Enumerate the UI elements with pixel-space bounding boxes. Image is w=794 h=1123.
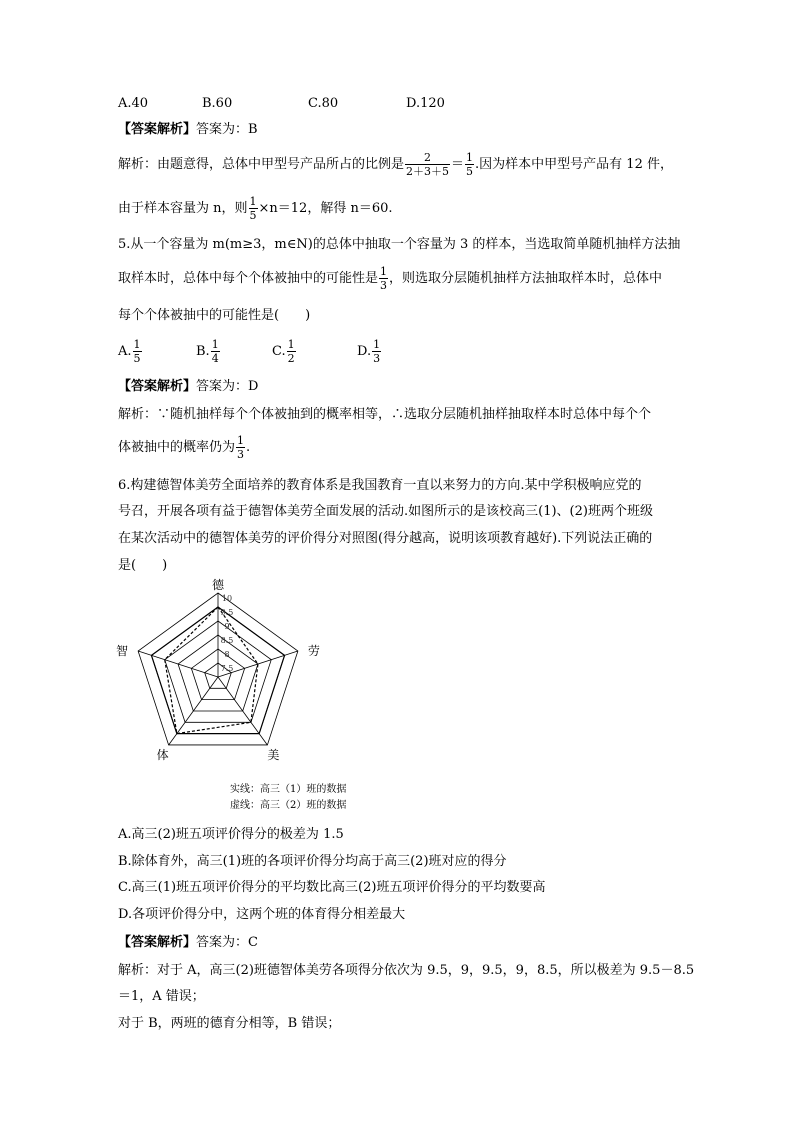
fraction [249, 195, 258, 222]
q4-analysis-line2 [118, 194, 393, 224]
answer-label: 【答案解析】 [118, 935, 197, 950]
q5-option-d [357, 337, 382, 367]
answer-label: 【答案解析】 [118, 122, 197, 137]
axis-label: 劳 [307, 644, 320, 659]
fraction [379, 265, 388, 292]
answer-text: 答案为：B [196, 122, 258, 137]
analysis-text: 由于样本容量为 n，则 [118, 201, 248, 216]
q6-stem-line4: 是( ) [118, 558, 168, 573]
q4-option-c: C.80 [308, 96, 339, 111]
radar-chart [116, 578, 347, 820]
q5-answer [118, 378, 258, 396]
fraction-denominator: 4 [211, 352, 219, 365]
fraction-numerator: 1 [211, 338, 219, 351]
option-label: C. [272, 344, 286, 359]
q6-analysis-line2: ＝1，A 错误； [118, 989, 205, 1004]
tick-label: 10 [221, 594, 233, 603]
tick-label: 9.5 [220, 608, 234, 617]
fraction-denominator: 3 [380, 279, 388, 292]
q6-stem-line2: 号召，开展各项有益于德智体美劳全面发展的活动.如图所示的是该校高三(1)、(2)班两个班级 [118, 504, 653, 519]
fraction [405, 151, 450, 178]
tick-label: 9 [224, 622, 230, 631]
analysis-text: 体被抽中的概率仍为 [118, 440, 236, 455]
tick-label: 8.5 [220, 636, 234, 645]
fraction [211, 338, 220, 365]
q5-option-a [118, 337, 143, 367]
legend-dashed: 虚线：高三（2）班的数据 [230, 800, 347, 811]
q6-option-b: B.除体育外，高三(1)班的各项评价得分均高于高三(2)班对应的得分 [118, 854, 507, 869]
fraction [287, 338, 296, 365]
fraction-denominator: 2＋3＋5 [406, 165, 450, 178]
fraction-denominator: 5 [249, 209, 257, 222]
q6-stem-line3: 在某次活动中的德智体美劳的评价得分对照图(得分越高，说明该项教育越好).下列说法正确的 [118, 531, 653, 546]
analysis-text: ×n＝12，解得 n＝60. [258, 201, 393, 216]
q6-option-d: D.各项评价得分中，这两个班的体育得分相差最大 [118, 907, 406, 922]
fraction [133, 338, 142, 365]
q4-analysis-line1 [118, 150, 673, 180]
fraction-numerator: 1 [287, 338, 295, 351]
q5-stem-line1: 5.从一个容量为 m(m≥3，m∈N)的总体中抽取一个容量为 3 的样本，当选取简单随机抽样方法抽 [118, 237, 681, 252]
equals-sign: ＝ [451, 157, 465, 172]
fraction [236, 434, 245, 461]
fraction-denominator: 5 [133, 352, 141, 365]
stem-text: 取样本时，总体中每个个体被抽中的可能性是 [118, 271, 379, 286]
radar-grid [138, 593, 298, 745]
fraction-numerator: 1 [237, 434, 245, 447]
q6-analysis-line1: 解析：对于 A，高三(2)班德智体美劳各项得分依次为 9.5，9，9.5，9，8.5，所以极差为 9.5－8.5 [118, 963, 695, 978]
fraction-numerator: 1 [249, 195, 257, 208]
fraction-denominator: 3 [373, 352, 381, 365]
axis-label: 智 [116, 644, 129, 659]
tick-label: 7.5 [220, 664, 234, 673]
q5-option-b [196, 337, 221, 367]
q6-option-a: A.高三(2)班五项评价得分的极差为 1.5 [118, 827, 344, 842]
q5-stem-line3: 每个个体被抽中的可能性是( ) [118, 308, 311, 323]
fraction [465, 151, 474, 178]
answer-text: 答案为：C [196, 935, 258, 950]
fraction-numerator: 1 [133, 338, 141, 351]
axis-label: 体 [156, 747, 169, 762]
tick-label: 8 [224, 650, 230, 659]
fraction [372, 338, 381, 365]
fraction-numerator: 2 [405, 151, 450, 165]
q6-option-c: C.高三(1)班五项评价得分的平均数比高三(2)班五项评价得分的平均数要高 [118, 880, 546, 895]
fraction-numerator: 1 [380, 265, 388, 278]
option-label: B. [196, 344, 210, 359]
answer-label: 【答案解析】 [118, 379, 197, 394]
option-label: D. [357, 344, 372, 359]
q4-option-b: B.60 [202, 96, 233, 111]
q5-analysis-line2 [118, 433, 250, 463]
stem-text: ，则选取分层随机抽样方法抽取样本时，总体中 [389, 271, 663, 286]
q4-option-d: D.120 [406, 96, 445, 111]
q6-answer [118, 934, 258, 952]
analysis-text: 解析：由题意得，总体中甲型号产品所占的比例是 [118, 157, 405, 172]
q5-analysis-line1: 解析：∵随机抽样每个个体被抽到的概率相等，∴选取分层随机抽样抽取样本时总体中每个个 [118, 407, 652, 422]
analysis-text: .因为样本中甲型号产品有 12 件， [475, 157, 673, 172]
option-label: A. [118, 344, 132, 359]
q5-stem-line2 [118, 264, 662, 294]
answer-text: 答案为：D [196, 379, 259, 394]
axis-spoke [138, 651, 218, 677]
q6-stem-line1: 6.构建德智体美劳全面培养的教育体系是我国教育一直以来努力的方向.某中学积极响应党的 [118, 478, 642, 493]
fraction-numerator: 1 [466, 151, 474, 164]
q4-option-a: A.40 [118, 96, 149, 111]
fraction-denominator: 5 [466, 165, 474, 178]
fraction-numerator: 1 [373, 338, 381, 351]
axis-label: 德 [211, 578, 225, 592]
analysis-text: . [246, 440, 251, 455]
q6-analysis-line3: 对于 B，两班的德育分相等，B 错误； [118, 1016, 341, 1031]
legend-solid: 实线：高三（1）班的数据 [230, 784, 347, 795]
q4-answer [118, 121, 258, 139]
fraction-denominator: 3 [237, 448, 245, 461]
fraction-denominator: 2 [287, 352, 295, 365]
q5-option-c [272, 337, 297, 367]
axis-label: 美 [267, 747, 280, 762]
